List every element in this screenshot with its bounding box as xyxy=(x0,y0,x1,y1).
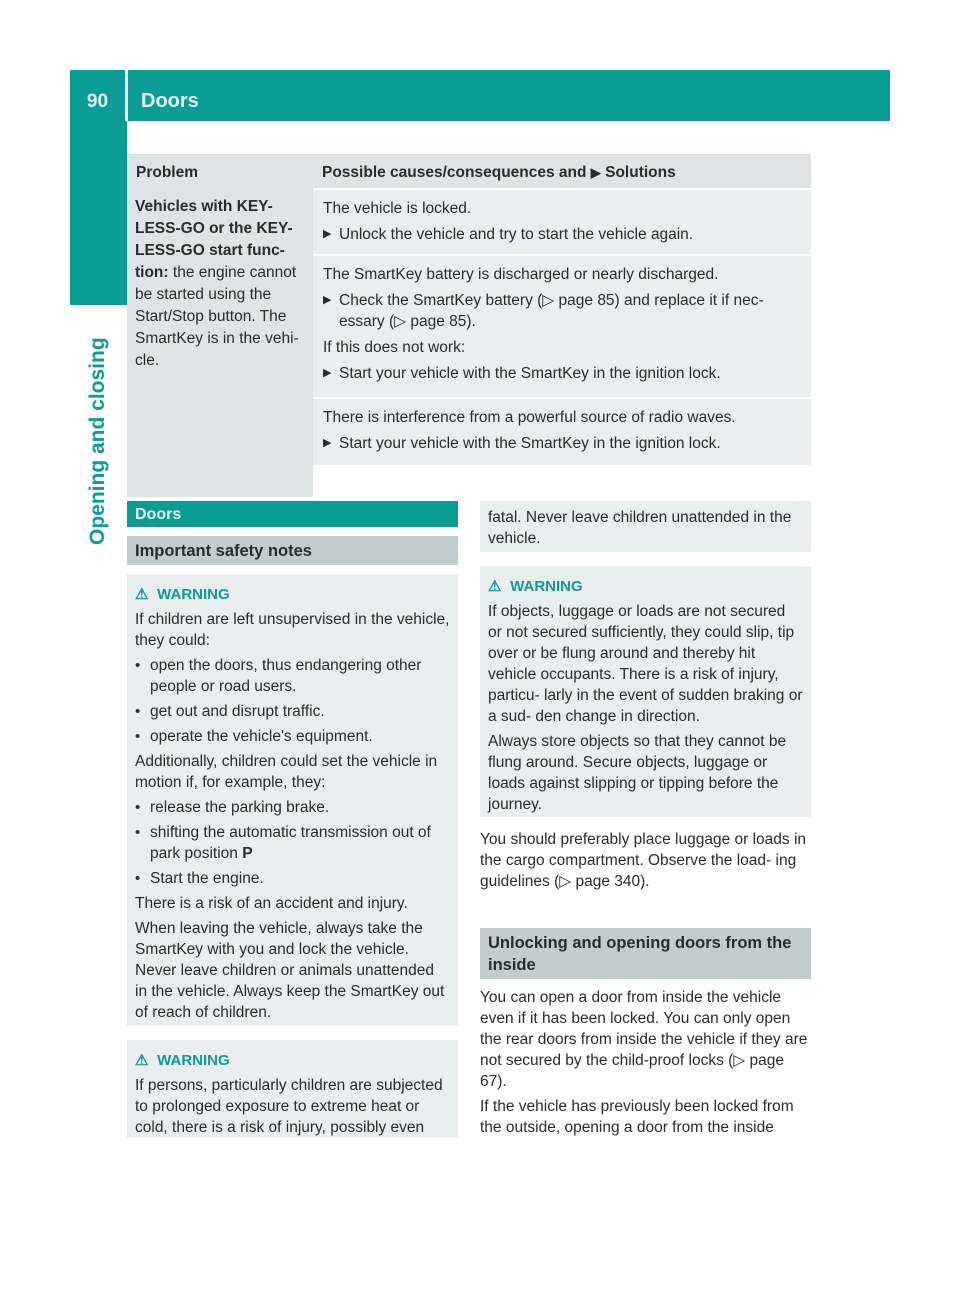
column-header-causes: Possible causes/consequences and ▶ Solutions xyxy=(322,164,676,181)
left-column xyxy=(127,501,458,1138)
action-step: ▶ Unlock the vehicle and try to start the vehicle again. xyxy=(323,224,801,245)
warning-label: WARNING xyxy=(157,586,230,603)
list-item: • operate the vehicle's equipment. xyxy=(135,726,450,747)
chapter-sidebar xyxy=(70,121,127,1301)
warning-label: WARNING xyxy=(157,1052,230,1069)
cause-block: The SmartKey battery is discharged or nearly discharged. ▶ Check the SmartKey battery (▷ page 85) and replace it if nec- essary (▷ page 85). If this does not work: ▶ Start your vehicle with the SmartKey in the ignition lock. xyxy=(313,254,811,397)
causes-cell xyxy=(313,188,811,497)
cause-block: The vehicle is locked. ▶ Unlock the vehicle and try to start the vehicle again. xyxy=(313,188,811,254)
table-row xyxy=(127,188,811,497)
header-divider xyxy=(125,70,128,121)
action-step: ▶ Start your vehicle with the SmartKey in the ignition lock. xyxy=(323,363,801,384)
troubleshooting-table xyxy=(127,154,811,497)
action-step: ▶ Check the SmartKey battery (▷ page 85) and replace it if nec- essary (▷ page 85). xyxy=(323,290,801,332)
warning-box: ⚠ WARNING If objects, luggage or loads are not secured or not secured sufficiently, they could slip, tip over or be flung around and thereby hit vehicle occupants. There is a risk of injury, particu- larly in the event of sudden braking or a sud- den change in direction. Always store objects so that they cannot be flung around. Secure objects, luggage or loads against slipping or tipping before the journey. xyxy=(480,566,811,817)
chapter-label: Opening and closing xyxy=(86,337,109,545)
subsection-heading: Important safety notes xyxy=(127,536,458,565)
page-title: Doors xyxy=(141,90,199,112)
warning-box: ⚠ WARNING If persons, particularly children are subjected to prolonged exposure to extreme heat or cold, there is a risk of injury, possibly even xyxy=(127,1040,458,1138)
warning-icon: ⚠ xyxy=(135,586,149,603)
body-paragraph: You can open a door from inside the vehicle even if it has been locked. You can only open the rear doors from inside the vehicle if they are not secured by the child-proof locks (▷ page 67). xyxy=(480,989,808,1090)
warning-box: ⚠ WARNING If children are left unsupervised in the vehicle, they could: • open the doors, thus endangering other people or road users. • get out and disrupt traffic. • operate the vehicle's equipment. Additionally, children could set the vehicle in motion if, for example, they: • release the parking brake. • shifting the automatic transmission out of park position P • Start the engine. There is a risk of an accident and injury. When leaving the vehicle, always take the SmartKey with you and lock the vehicle. Never leave children or animals unattended in the vehicle. Always keep the SmartKey out of reach of children. xyxy=(127,574,458,1026)
page-header xyxy=(70,70,890,121)
warning-box-continued: fatal. Never leave children unattended in the vehicle. xyxy=(480,501,811,552)
problem-title: Vehicles with KEY- LESS-GO or the KEY- LESS-GO start func- tion: xyxy=(135,198,293,281)
section-heading: Doors xyxy=(127,501,458,527)
list-item: • get out and disrupt traffic. xyxy=(135,701,450,722)
right-column xyxy=(480,501,811,1142)
page-number: 90 xyxy=(86,91,109,112)
warning-label: WARNING xyxy=(510,578,583,595)
section-heading: Unlocking and opening doors from the inside xyxy=(480,928,811,979)
table-header xyxy=(127,154,811,188)
list-item: • open the doors, thus endangering other people or road users. xyxy=(135,655,450,697)
warning-icon: ⚠ xyxy=(488,578,502,595)
problem-description: the engine cannot be started using the Start/Stop button. The SmartKey is in the vehi- cle. xyxy=(135,264,299,369)
column-header-problem: Problem xyxy=(136,164,199,181)
problem-cell xyxy=(127,188,313,497)
chapter-tab xyxy=(70,121,127,305)
action-step: ▶ Start your vehicle with the SmartKey in the ignition lock. xyxy=(323,433,801,454)
cause-block: There is interference from a powerful source of radio waves. ▶ Start your vehicle with the SmartKey in the ignition lock. xyxy=(313,397,811,465)
arrow-icon: ▶ xyxy=(590,165,601,180)
list-item: • Start the engine. xyxy=(135,868,450,889)
body-paragraph: If the vehicle has previously been locked from the outside, opening a door from the inside xyxy=(480,1098,794,1136)
body-paragraph: You should preferably place luggage or loads in the cargo compartment. Observe the load- ing guidelines (▷ page 340). xyxy=(480,831,807,890)
list-item: • shifting the automatic transmission out of park position P xyxy=(135,822,450,864)
list-item: • release the parking brake. xyxy=(135,797,450,818)
warning-icon: ⚠ xyxy=(135,1052,149,1069)
